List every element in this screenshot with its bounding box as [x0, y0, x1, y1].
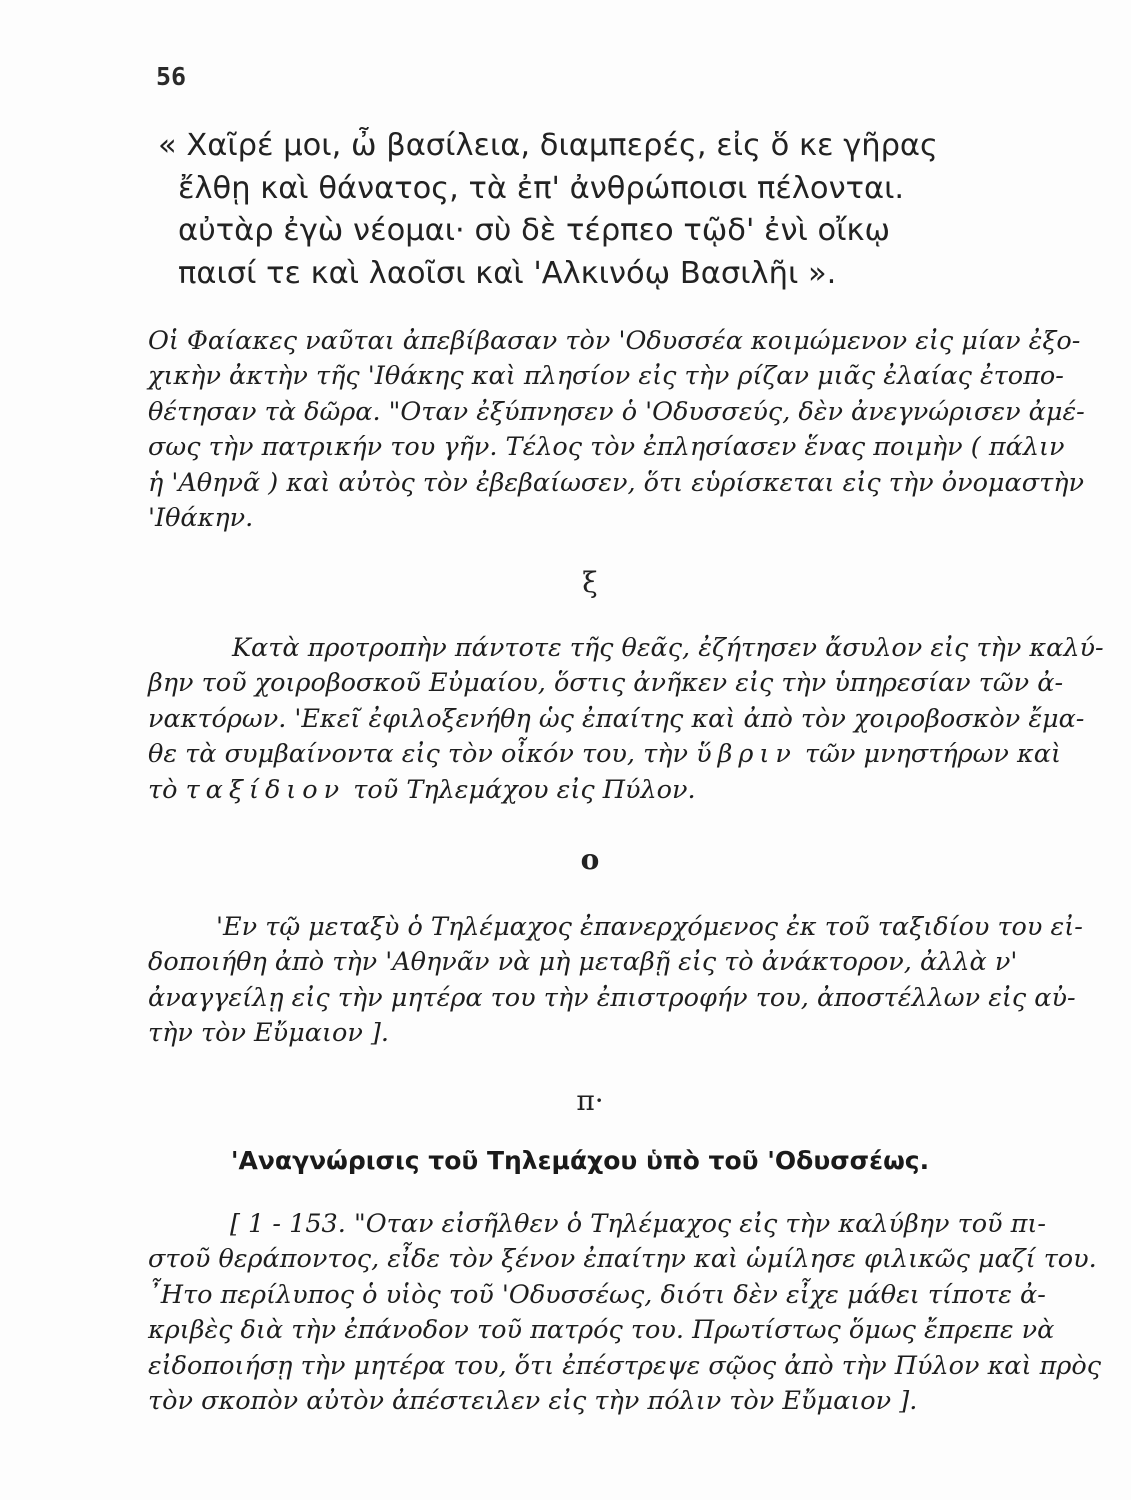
summary-paragraph-omicron	[148, 910, 1083, 1052]
verse-line: παισί τε καὶ λαοῖσι καὶ 'Αλκινόῳ Βασιλῆι ».	[178, 256, 837, 292]
homeric-verse-quote	[158, 125, 1018, 296]
paragraph-line: Κατὰ προτροπὴν πάντοτε τῆς θεᾶς, ἐζήτησεν ἄσυλον εἰς τὴν καλύ-	[232, 633, 1104, 663]
paragraph-line: κριβὲς διὰ τὴν ἐπάνοδον τοῦ πατρός του. Πρωτίστως ὅμως ἔπρεπε νὰ	[148, 1315, 1055, 1346]
paragraph-line: χικὴν ἀκτὴν τῆς 'Ιθάκης καὶ πλησίον εἰς τὴν ρίζαν μιᾶς ἐλαίας ἐτοπο-	[148, 361, 1064, 392]
verse-line: ἔλθῃ καὶ θάνατος, τὰ ἐπ' ἀνθρώποισι πέλονται.	[178, 170, 905, 206]
paragraph-line: 'Ιθάκην.	[148, 503, 254, 534]
paragraph-line: ῏Ητο περίλυπος ὁ υἱὸς τοῦ 'Οδυσσέως, διότι δὲν εἶχε μάθει τίποτε ἀ-	[148, 1279, 1046, 1310]
spaced-emphasis: ὕβριν	[696, 739, 797, 770]
section-letter-xi: ξ	[582, 566, 598, 599]
spaced-emphasis: ταξίδιον	[185, 774, 346, 805]
paragraph-line: βην τοῦ χοιροβοσκοῦ Εὐμαίου, ὅστις ἀνῆκεν εἰς τὴν ὑπηρεσίαν τῶν ἀ-	[148, 668, 1064, 699]
paragraph-line: 'Εν τῷ μεταξὺ ὁ Τηλέμαχος ἐπανερχόμενος ἐκ τοῦ ταξιδίου του εἰ-	[216, 912, 1083, 942]
paragraph-line	[148, 773, 1028, 808]
text-span: θε τὰ συμβαίνοντα εἰς τὸν οἶκόν του, τὴν	[148, 739, 697, 770]
summary-paragraph-nu	[148, 324, 1085, 536]
paragraph-line: [ 1 - 153. "Οταν εἰσῆλθεν ὁ Τηλέμαχος εἰς τὴν καλύβην τοῦ πι-	[230, 1209, 1047, 1239]
paragraph-line: θέτησαν τὰ δῶρα. "Οταν ἐξύπνησεν ὁ 'Οδυσσεύς, δὲν ἀνεγνώρισεν ἀμέ-	[148, 396, 1085, 427]
verse-line: αὐτὰρ ἐγὼ νέομαι· σὺ δὲ τέρπεο τῷδ' ἐνὶ οἴκῳ	[178, 213, 891, 249]
paragraph-line: Οἱ Φαίακες ναῦται ἀπεβίβασαν τὸν 'Οδυσσέα κοιμώμενον εἰς μίαν ἐξο-	[148, 326, 1081, 356]
paragraph-line: νακτόρων. 'Εκεῖ ἐφιλοξενήθη ὡς ἐπαίτης καὶ ἀπὸ τὸν χοιροβοσκὸν ἔμα-	[148, 703, 1085, 734]
paragraph-line: σως τὴν πατρικήν του γῆν. Τέλος τὸν ἐπλησίασεν ἕνας ποιμὴν ( πάλιν	[148, 432, 1065, 463]
text-span: τῶν μνηστήρων καὶ	[796, 739, 1061, 770]
paragraph-line: ἡ 'Αθηνᾶ ) καὶ αὐτὸς τὸν ἐβεβαίωσεν, ὅτι εὑρίσκεται εἰς τὴν ὀνομαστὴν	[148, 467, 1085, 498]
verse-line: « Χαῖρέ μοι, ὦ βασίλεια, διαμπερές, εἰς ὅ κε γῆρας	[158, 128, 938, 163]
text-span: τὸ	[148, 774, 186, 805]
summary-paragraph-xi	[148, 631, 1104, 808]
paragraph-line: εἰδοποιήσῃ τὴν μητέρα του, ὅτι ἐπέστρεψε σῷος ἀπὸ τὴν Πύλον καὶ πρὸς	[148, 1350, 1102, 1381]
section-letter-omicron: ο	[580, 843, 600, 876]
paragraph-line	[148, 737, 1061, 772]
section-heading: 'Αναγνώρισις τοῦ Τηλεμάχου ὑπὸ τοῦ 'Οδυσσέως.	[230, 1146, 930, 1175]
paragraph-line: δοποιήθη ἀπὸ τὴν 'Αθηνᾶν νὰ μὴ μεταβῇ εἰς τὸ ἀνάκτορον, ἀλλὰ ν'	[148, 947, 1018, 978]
text-span: τοῦ Τηλεμάχου εἰς Πύλον.	[345, 774, 696, 805]
paragraph-line: τὸν σκοπὸν αὐτὸν ἀπέστειλεν εἰς τὴν πόλιν τὸν Εὔμαιον ].	[148, 1386, 918, 1417]
summary-paragraph-pi	[148, 1207, 1102, 1419]
page-number: 56	[156, 62, 187, 91]
section-letter-pi: π·	[576, 1084, 604, 1117]
paragraph-line: τὴν τὸν Εὔμαιον ].	[148, 1018, 389, 1049]
paragraph-line: ἀναγγείλῃ εἰς τὴν μητέρα του τὴν ἐπιστροφήν του, ἀποστέλλων εἰς αὐ-	[148, 982, 1076, 1013]
paragraph-line: στοῦ θεράποντος, εἶδε τὸν ξένον ἐπαίτην καὶ ὡμίλησε φιλικῶς μαζί του.	[148, 1244, 1097, 1275]
